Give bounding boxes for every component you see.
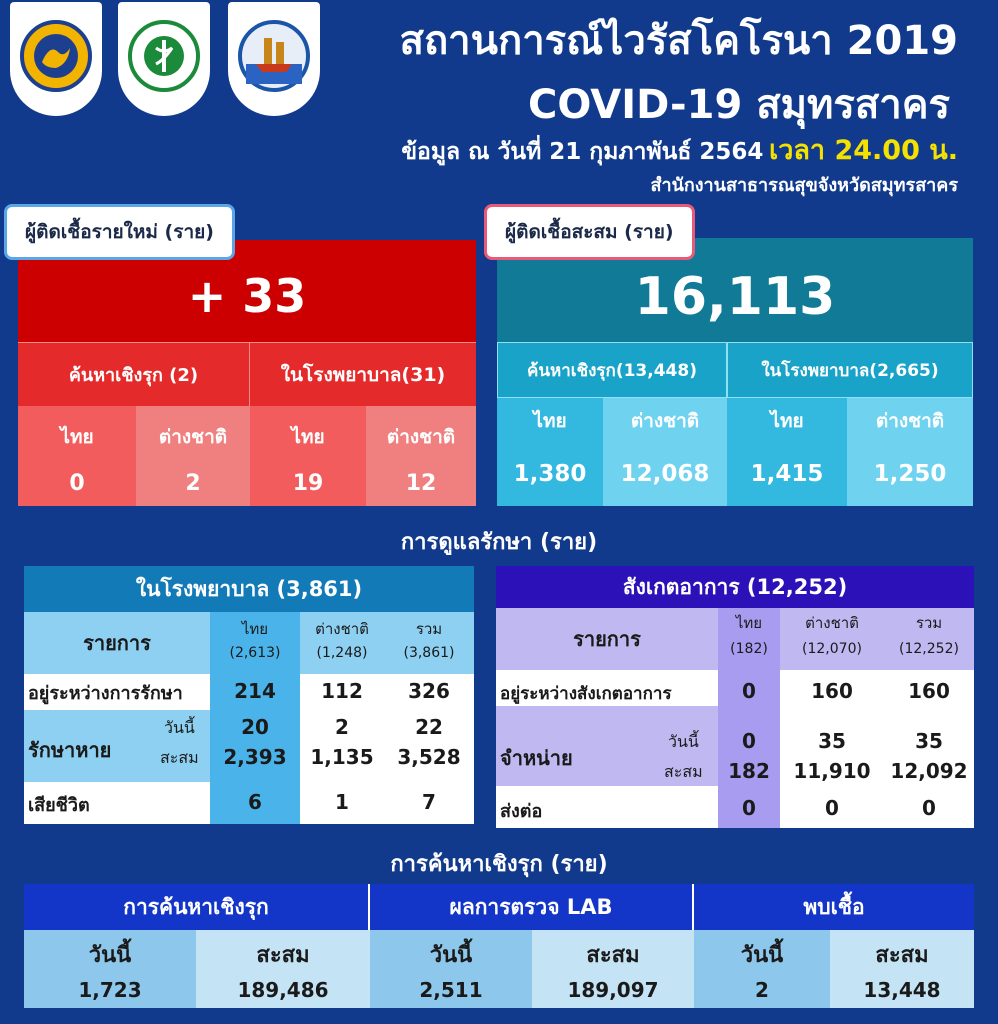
hospital-row-treating-label: อยู่ระหว่างการรักษา — [28, 683, 183, 704]
search-group-3-cum-label: สะสม — [875, 942, 929, 968]
new-hospital-thai-label: ไทย — [250, 406, 366, 506]
observation-observing-total: 160 — [908, 679, 950, 703]
search-group-2-today-value: 2,511 — [419, 978, 483, 1002]
cum-hospital-thai-label: ไทย — [727, 398, 847, 506]
observation-discharged-total-today: 35 — [915, 729, 943, 753]
search-group-1-today-value: 1,723 — [78, 978, 142, 1002]
new-active-foreign-label: ต่างชาติ — [136, 406, 250, 506]
search-group-3-today-value: 2 — [755, 978, 769, 1002]
hospital-dead-thai: 6 — [248, 790, 262, 814]
province-seal-logo — [10, 2, 102, 116]
observation-discharged-foreign-cum: 11,910 — [793, 759, 871, 783]
observation-observing-thai: 0 — [742, 679, 756, 703]
observation-discharged-thai-today: 0 — [742, 729, 756, 753]
observation-referred-total: 0 — [922, 796, 936, 820]
search-group-1-cum-value: 189,486 — [237, 978, 329, 1002]
date-line — [401, 128, 958, 171]
observation-row-referred-label: ส่งต่อ — [500, 801, 543, 822]
hospital-col-total-n: (3,861) — [403, 645, 455, 661]
hospital-col-thai-n: (2,613) — [229, 645, 281, 661]
observation-table — [496, 566, 974, 828]
search-group-1-cum-label: สะสม — [256, 942, 310, 968]
search-group-3-title: พบเชื้อ — [694, 884, 974, 930]
hospital-row-dead-label: เสียชีวิต — [28, 795, 90, 816]
new-hospital-foreign-label: ต่างชาติ — [366, 406, 476, 506]
hospital-recovered-total-cum: 3,528 — [397, 745, 461, 769]
hospital-col-total: รวม — [415, 620, 443, 638]
hospital-treating-thai: 214 — [234, 679, 276, 703]
observation-discharged-cum-label: สะสม — [664, 762, 703, 781]
cum-active-thai-value: 1,380 — [513, 461, 587, 487]
province-seal-icon — [20, 20, 92, 92]
new-hospital-thai-value: 19 — [292, 470, 324, 496]
hospital-treating-foreign: 112 — [321, 679, 363, 703]
new-active-foreign-value: 2 — [185, 470, 201, 496]
search-group-3-today-label: วันนี้ — [740, 942, 784, 968]
cum-hospital-foreign-value: 1,250 — [873, 461, 947, 487]
new-active-thai-label: ไทย — [18, 406, 136, 506]
new-cases-panel — [18, 240, 476, 506]
hospital-table-title: ในโรงพยาบาล (3,861) — [24, 566, 474, 612]
observation-observing-foreign: 160 — [811, 679, 853, 703]
observation-discharged-today-label: วันนี้ — [668, 732, 699, 751]
cum-active-foreign-value: 12,068 — [620, 461, 710, 487]
hospital-table — [24, 566, 474, 824]
date-text: ข้อมูล ณ วันที่ 21 กุมภาพันธ์ 2564 — [401, 139, 764, 165]
observation-col-total-n: (12,252) — [899, 641, 959, 657]
observation-referred-thai: 0 — [742, 796, 756, 820]
observation-col-thai-n: (182) — [730, 641, 768, 657]
hospital-recovered-foreign-cum: 1,135 — [310, 745, 374, 769]
new-active-thai-value: 0 — [69, 470, 85, 496]
hospital-recovered-thai-today: 20 — [241, 715, 269, 739]
new-hospital-label: ในโรงพยาบาล(31) — [250, 342, 476, 406]
search-panel — [24, 884, 974, 1008]
title-line-2: COVID-19 สมุทรสาคร — [527, 82, 950, 128]
hospital-recovered-today-label: วันนี้ — [164, 718, 195, 737]
observation-row-observing-label: อยู่ระหว่างสังเกตอาการ — [500, 684, 672, 704]
search-section-title: การค้นหาเชิงรุก (ราย) — [390, 852, 608, 877]
ministry-public-health-icon — [128, 20, 200, 92]
observation-col-thai: ไทย — [735, 614, 763, 632]
cumulative-total: 16,113 — [497, 238, 973, 342]
observation-col-item: รายการ — [573, 627, 641, 651]
samut-sakhon-logo — [228, 2, 320, 116]
hospital-col-thai: ไทย — [241, 620, 269, 638]
time-text: เวลา 24.00 น. — [768, 135, 958, 166]
search-group-2-title: ผลการตรวจ LAB — [370, 884, 694, 930]
hospital-col-item: รายการ — [83, 631, 151, 655]
cum-active-label: ค้นหาเชิงรุก(13,448) — [497, 342, 727, 398]
hospital-recovered-cum-label: สะสม — [160, 748, 199, 767]
hospital-col-foreign: ต่างชาติ — [315, 620, 369, 638]
search-group-2-cum-value: 189,097 — [567, 978, 659, 1002]
cumulative-panel — [497, 238, 973, 506]
cumulative-label: ผู้ติดเชื้อสะสม (ราย) — [484, 204, 695, 260]
observation-row-discharged-label: จำหน่าย — [500, 746, 573, 770]
search-group-2-cum-label: สะสม — [586, 942, 640, 968]
search-group-1-title: การค้นหาเชิงรุก — [24, 884, 370, 930]
new-cases-total: + 33 — [18, 240, 476, 342]
cum-active-thai-label: ไทย — [497, 398, 603, 506]
hospital-dead-foreign: 1 — [335, 790, 349, 814]
cum-hospital-label: ในโรงพยาบาล(2,665) — [727, 342, 973, 398]
observation-col-total: รวม — [915, 614, 943, 632]
hospital-col-foreign-n: (1,248) — [316, 645, 368, 661]
hospital-recovered-foreign-today: 2 — [335, 715, 349, 739]
observation-discharged-thai-cum: 182 — [728, 759, 770, 783]
observation-discharged-foreign-today: 35 — [818, 729, 846, 753]
cum-hospital-foreign-label: ต่างชาติ — [847, 398, 973, 506]
cum-hospital-thai-value: 1,415 — [750, 461, 824, 487]
hospital-recovered-thai-cum: 2,393 — [223, 745, 287, 769]
search-group-3-cum-value: 13,448 — [863, 978, 941, 1002]
observation-table-title: สังเกตอาการ (12,252) — [496, 566, 974, 608]
search-group-2-today-label: วันนี้ — [429, 942, 473, 968]
title-line-1: สถานการณ์ไวรัสโคโรนา 2019 — [399, 18, 958, 64]
search-group-1-today-label: วันนี้ — [88, 942, 132, 968]
new-cases-label: ผู้ติดเชื้อรายใหม่ (ราย) — [4, 204, 235, 260]
hospital-row-recovered-label: รักษาหาย — [28, 738, 112, 762]
hospital-treating-total: 326 — [408, 679, 450, 703]
hospital-dead-total: 7 — [422, 790, 436, 814]
hospital-recovered-total-today: 22 — [415, 715, 443, 739]
observation-col-foreign-n: (12,070) — [802, 641, 862, 657]
observation-referred-foreign: 0 — [825, 796, 839, 820]
ministry-logo — [118, 2, 210, 116]
new-hospital-foreign-value: 12 — [405, 470, 437, 496]
cum-active-foreign-label: ต่างชาติ — [603, 398, 727, 506]
samut-sakhon-seal-icon — [238, 20, 310, 92]
observation-discharged-total-cum: 12,092 — [890, 759, 968, 783]
observation-col-foreign: ต่างชาติ — [805, 614, 859, 632]
new-active-label: ค้นหาเชิงรุก (2) — [18, 342, 250, 406]
care-section-title: การดูแลรักษา (ราย) — [400, 530, 598, 555]
source-text: สำนักงานสาธารณสุขจังหวัดสมุทรสาคร — [650, 175, 958, 196]
